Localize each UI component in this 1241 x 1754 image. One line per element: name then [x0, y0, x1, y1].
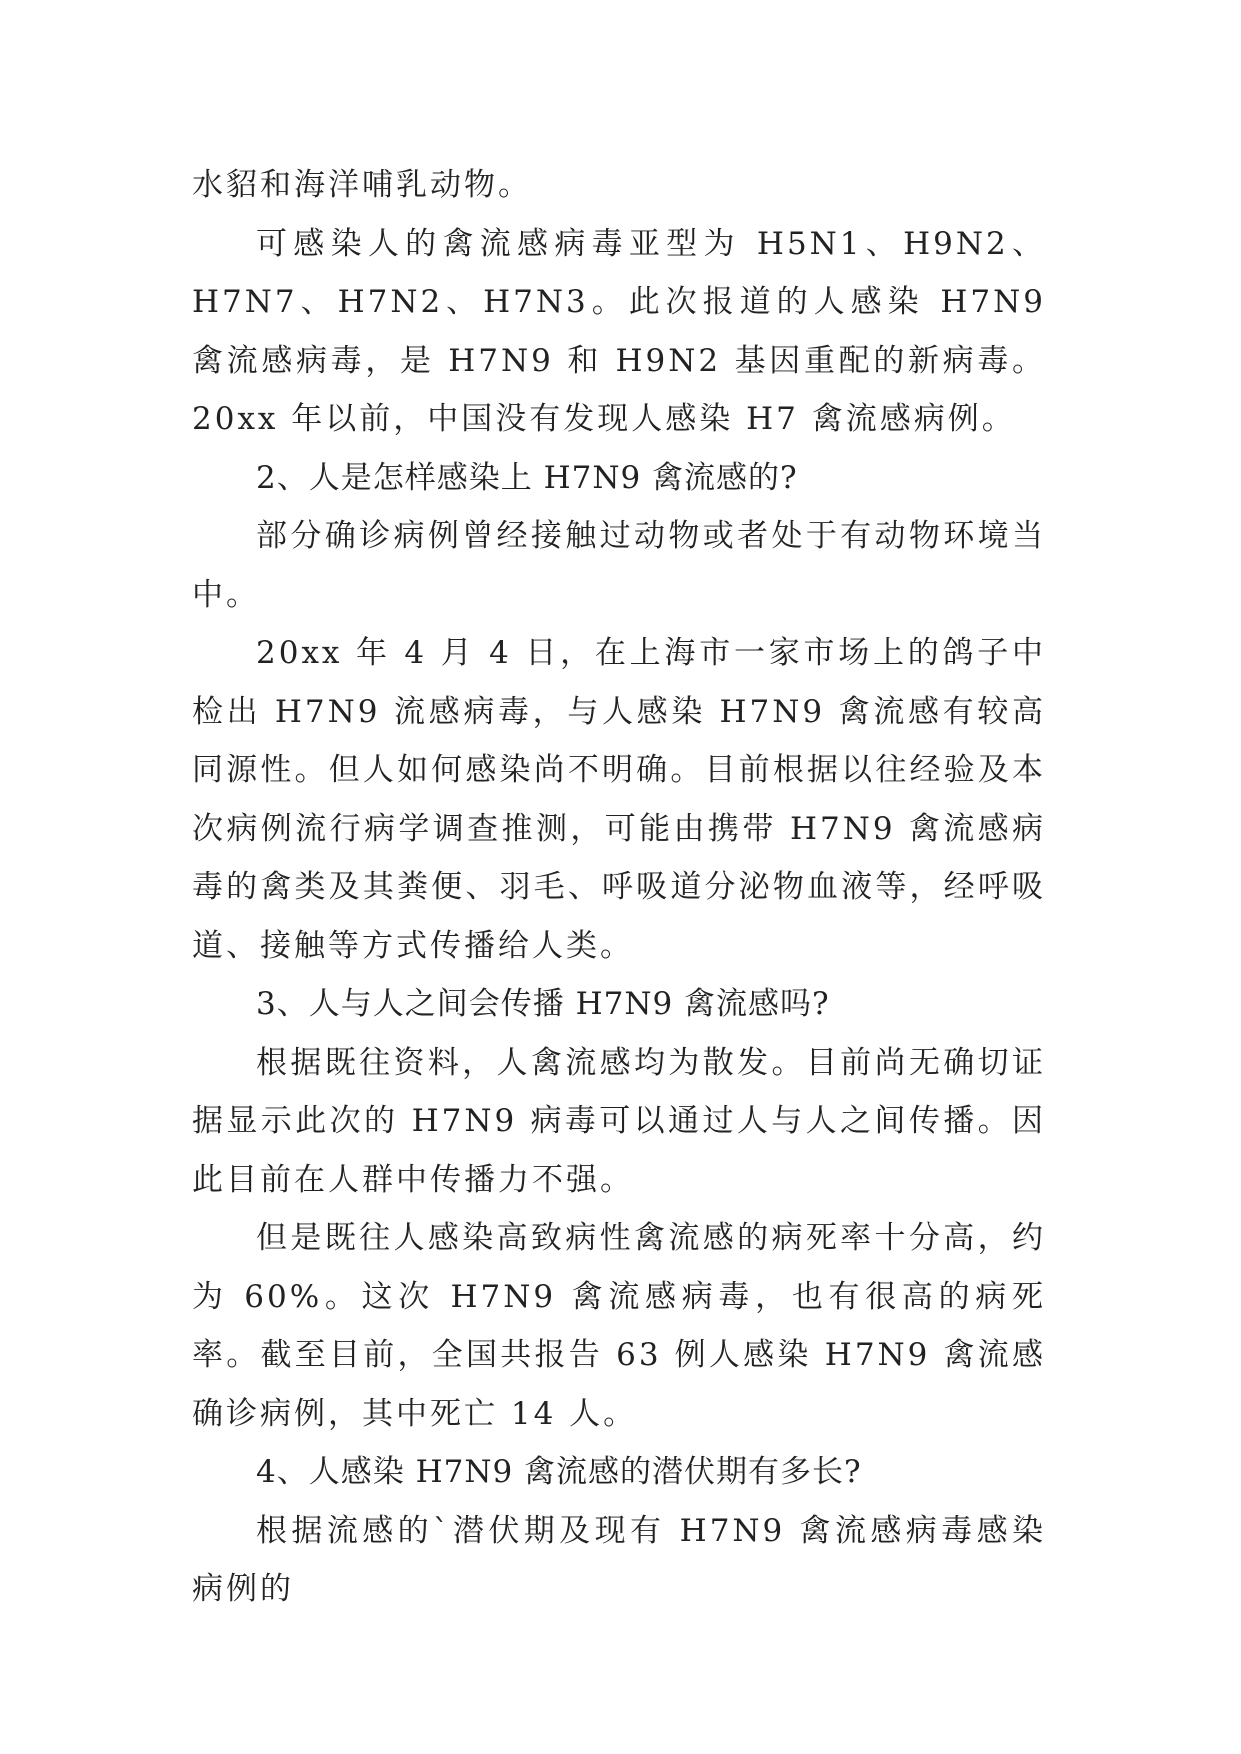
paragraph: 20xx 年 4 月 4 日，在上海市一家市场上的鸽子中检出 H7N9 流感病毒，与人感染 H7N9 禽流感有较高同源性。但人如何感染尚不明确。目前根据以往经验及本次病例流行病学调查推测，可能由携带 H7N9 禽流感病毒的禽类及其粪便、羽毛、呼吸道分泌物血液等，经呼吸道、接触等方式传播给人类。	[192, 635, 1046, 964]
paragraph: 根据流感的`潜伏期及现有 H7N9 禽流感病毒感染病例的	[192, 1512, 1046, 1607]
section-heading: 2、人是怎样感染上 H7N9 禽流感的?	[256, 459, 798, 496]
paragraph: 可感染人的禽流感病毒亚型为 H5N1、H9N2、H7N7、H7N2、H7N3。此次报道的人感染 H7N9 禽流感病毒，是 H7N9 和 H9N2 基因重配的新病毒。20xx 年以前，中国没有发现人感染 H7 禽流感病例。	[192, 225, 1046, 437]
paragraph: 但是既往人感染高致病性禽流感的病死率十分高，约为 60%。这次 H7N9 禽流感病毒，也有很高的病死率。截至目前，全国共报告 63 例人感染 H7N9 禽流感确诊病例，其中死亡 14 人。	[192, 1220, 1046, 1432]
document-body	[192, 156, 1046, 1619]
section-heading: 4、人感染 H7N9 禽流感的潜伏期有多长?	[256, 1454, 862, 1490]
section-heading: 3、人与人之间会传播 H7N9 禽流感吗?	[256, 986, 830, 1022]
paragraph: 部分确诊病例曾经接触过动物或者处于有动物环境当中。	[192, 518, 1046, 613]
paragraph: 水貂和海洋哺乳动物。	[192, 167, 532, 203]
paragraph: 根据既往资料，人禽流感均为散发。目前尚无确切证据显示此次的 H7N9 病毒可以通过人与人之间传播。因此目前在人群中传播力不强。	[192, 1044, 1046, 1198]
